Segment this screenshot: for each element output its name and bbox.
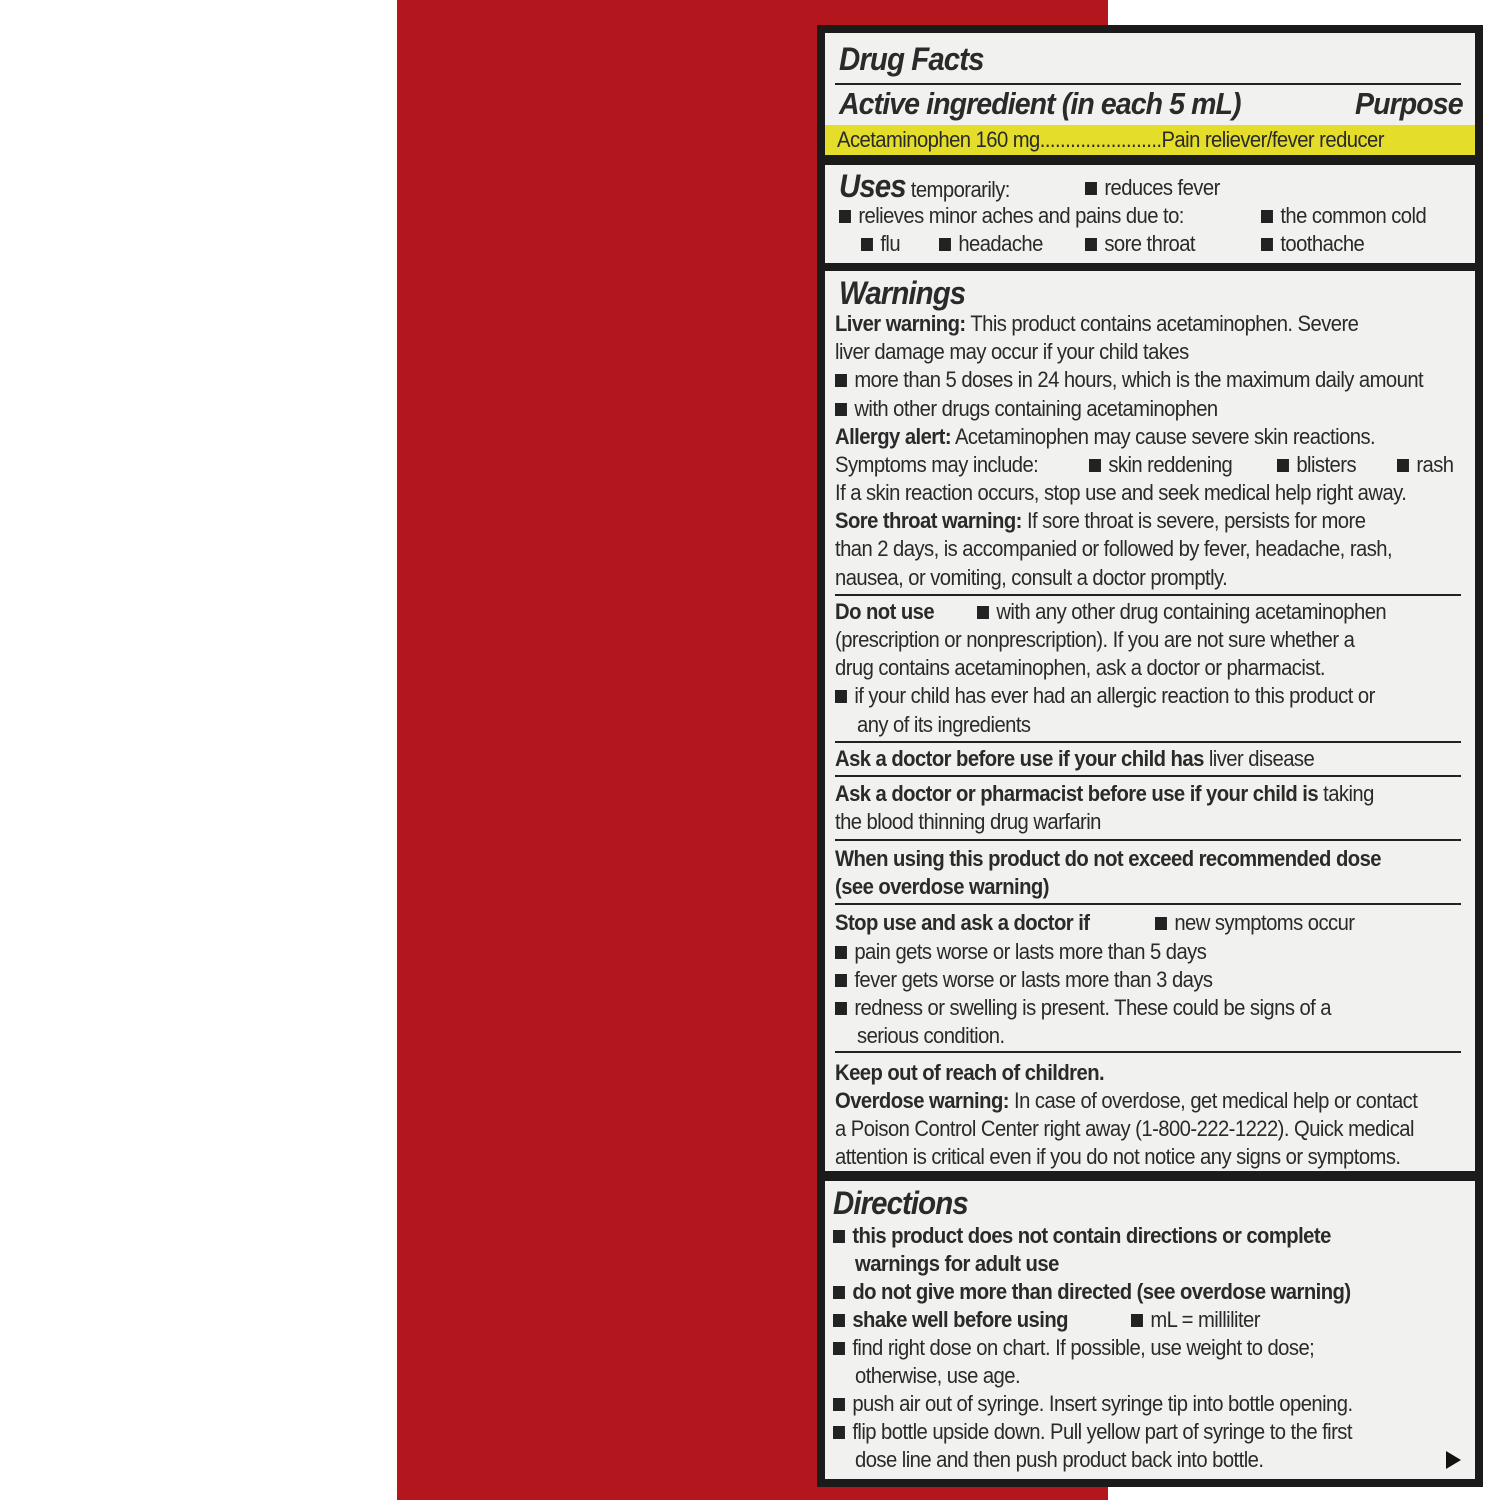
- do-not-use-label: Do not use: [835, 599, 935, 624]
- warning-text: with any other drug containing acetaminophen: [996, 599, 1387, 624]
- stop-use-label: Stop use and ask a doctor if: [835, 910, 1090, 935]
- warning-item: pain gets worse or lasts more than 5 days: [854, 939, 1207, 964]
- bullet-icon: [1397, 459, 1409, 472]
- keep-out-of-reach: Keep out of reach of children.: [835, 1060, 1105, 1085]
- warning-text: if your child has ever had an allergic reaction to this product or: [854, 683, 1375, 708]
- warning-text: any of its ingredients: [857, 712, 1031, 737]
- warning-text: nausea, or vomiting, consult a doctor promptly.: [835, 565, 1228, 590]
- directions-heading: Directions: [833, 1185, 968, 1221]
- warnings-section: [825, 271, 1475, 1171]
- warning-text: a Poison Control Center right away (1-800-222-1222). Quick medical: [835, 1116, 1414, 1141]
- bullet-icon: [835, 1002, 847, 1015]
- symptom-item: skin reddening: [1108, 452, 1233, 477]
- warning-text: In case of overdose, get medical help or contact: [1014, 1088, 1418, 1113]
- direction-item: mL = milliliter: [1150, 1307, 1260, 1332]
- direction-item: do not give more than directed (see overdose warning): [852, 1279, 1351, 1304]
- warning-text: This product contains acetaminophen. Severe: [970, 311, 1359, 336]
- warning-text: Symptoms may include:: [835, 452, 1039, 477]
- drug-facts-label: [817, 25, 1483, 1487]
- warning-text: attention is critical even if you do not notice any signs or symptoms.: [835, 1144, 1401, 1169]
- warning-item: redness or swelling is present. These could be signs of a: [854, 995, 1332, 1020]
- direction-item: warnings for adult use: [855, 1251, 1059, 1276]
- warning-text: liver damage may occur if your child takes: [835, 339, 1189, 364]
- bullet-icon: [977, 606, 989, 619]
- bullet-icon: [833, 1342, 845, 1355]
- leader-dots: ........................: [1039, 127, 1162, 152]
- when-using-text: (see overdose warning): [835, 874, 1049, 899]
- bullet-icon: [1085, 238, 1097, 251]
- direction-item: otherwise, use age.: [855, 1363, 1021, 1388]
- bullet-icon: [1261, 238, 1273, 251]
- warning-text: the blood thinning drug warfarin: [835, 809, 1101, 834]
- warning-item: fever gets worse or lasts more than 3 days: [854, 967, 1213, 992]
- symptom-item: blisters: [1296, 452, 1357, 477]
- active-ingredient-section: [825, 33, 1475, 155]
- sore-throat-label: Sore throat warning:: [835, 508, 1022, 533]
- bullet-icon: [861, 238, 873, 251]
- direction-item: dose line and then push product back into bottle.: [855, 1447, 1264, 1472]
- warning-text: serious condition.: [857, 1023, 1005, 1048]
- drug-facts-title: Drug Facts: [839, 41, 984, 77]
- divider: [835, 594, 1461, 596]
- allergy-alert-label: Allergy alert:: [835, 424, 952, 449]
- divider: [835, 839, 1461, 841]
- bullet-icon: [833, 1426, 845, 1439]
- direction-item: find right dose on chart. If possible, use weight to dose;: [852, 1335, 1315, 1360]
- divider: [835, 775, 1461, 777]
- uses-section: [825, 165, 1475, 263]
- use-item: reduces fever: [1104, 175, 1220, 200]
- directions-section: [825, 1181, 1475, 1479]
- bullet-icon: [939, 238, 951, 251]
- warning-text: If sore throat is severe, persists for more: [1026, 508, 1366, 533]
- ask-pharmacist-label: Ask a doctor or pharmacist before use if your child is: [835, 781, 1319, 806]
- ask-doctor-label: Ask a doctor before use if your child has: [835, 746, 1204, 771]
- bullet-icon: [1277, 459, 1289, 472]
- warning-text: liver disease: [1208, 746, 1315, 771]
- uses-intro: temporarily:: [910, 177, 1010, 202]
- bullet-icon: [835, 403, 847, 416]
- divider: [835, 903, 1461, 905]
- bullet-icon: [833, 1230, 845, 1243]
- active-ingredient-heading: Active ingredient (in each 5 mL): [839, 86, 1241, 121]
- liver-warning-label: Liver warning:: [835, 311, 966, 336]
- warning-text: Acetaminophen may cause severe skin reactions.: [954, 424, 1376, 449]
- direction-item: push air out of syringe. Insert syringe tip into bottle opening.: [852, 1391, 1353, 1416]
- ingredient-row: [837, 126, 1384, 154]
- bullet-icon: [839, 210, 851, 223]
- bullet-icon: [1155, 917, 1167, 930]
- use-item: flu: [880, 231, 901, 256]
- direction-item: shake well before using: [852, 1307, 1068, 1332]
- direction-item: flip bottle upside down. Pull yellow part of syringe to the first: [852, 1419, 1352, 1444]
- divider: [835, 1051, 1461, 1053]
- uses-heading: Uses: [839, 168, 906, 204]
- direction-item: this product does not contain directions or complete: [852, 1223, 1331, 1248]
- use-item: headache: [958, 231, 1043, 256]
- bullet-icon: [1089, 459, 1101, 472]
- bullet-icon: [835, 974, 847, 987]
- use-item: the common cold: [1280, 203, 1427, 228]
- use-item: toothache: [1280, 231, 1365, 256]
- bullet-icon: [833, 1286, 845, 1299]
- purpose-heading: Purpose: [1355, 86, 1463, 121]
- bullet-icon: [835, 374, 847, 387]
- continue-arrow-icon: [1446, 1451, 1461, 1469]
- package-red-panel: [397, 0, 1463, 1500]
- bullet-icon: [835, 690, 847, 703]
- ingredient-name: Acetaminophen 160 mg: [837, 127, 1040, 152]
- ingredient-purpose: Pain reliever/fever reducer: [1161, 127, 1384, 152]
- bullet-icon: [1261, 210, 1273, 223]
- bullet-icon: [833, 1314, 845, 1327]
- when-using-text: When using this product do not exceed recommended dose: [835, 846, 1381, 871]
- warnings-heading: Warnings: [839, 275, 966, 311]
- warning-text: drug contains acetaminophen, ask a doctor or pharmacist.: [835, 655, 1326, 680]
- warning-text: If a skin reaction occurs, stop use and seek medical help right away.: [835, 480, 1407, 505]
- bullet-icon: [1131, 1314, 1143, 1327]
- warning-text: (prescription or nonprescription). If you are not sure whether a: [835, 627, 1355, 652]
- bullet-icon: [835, 946, 847, 959]
- use-item: sore throat: [1104, 231, 1196, 256]
- overdose-warning-label: Overdose warning:: [835, 1088, 1009, 1113]
- divider: [835, 741, 1461, 743]
- warning-text: taking: [1323, 781, 1374, 806]
- warning-item: new symptoms occur: [1174, 910, 1355, 935]
- warning-item: with other drugs containing acetaminophen: [854, 396, 1218, 421]
- bullet-icon: [1085, 182, 1097, 195]
- symptom-item: rash: [1416, 452, 1454, 477]
- bullet-icon: [833, 1398, 845, 1411]
- use-item: relieves minor aches and pains due to:: [858, 203, 1184, 228]
- warning-text: than 2 days, is accompanied or followed by fever, headache, rash,: [835, 536, 1393, 561]
- warning-item: more than 5 doses in 24 hours, which is the maximum daily amount: [854, 367, 1424, 392]
